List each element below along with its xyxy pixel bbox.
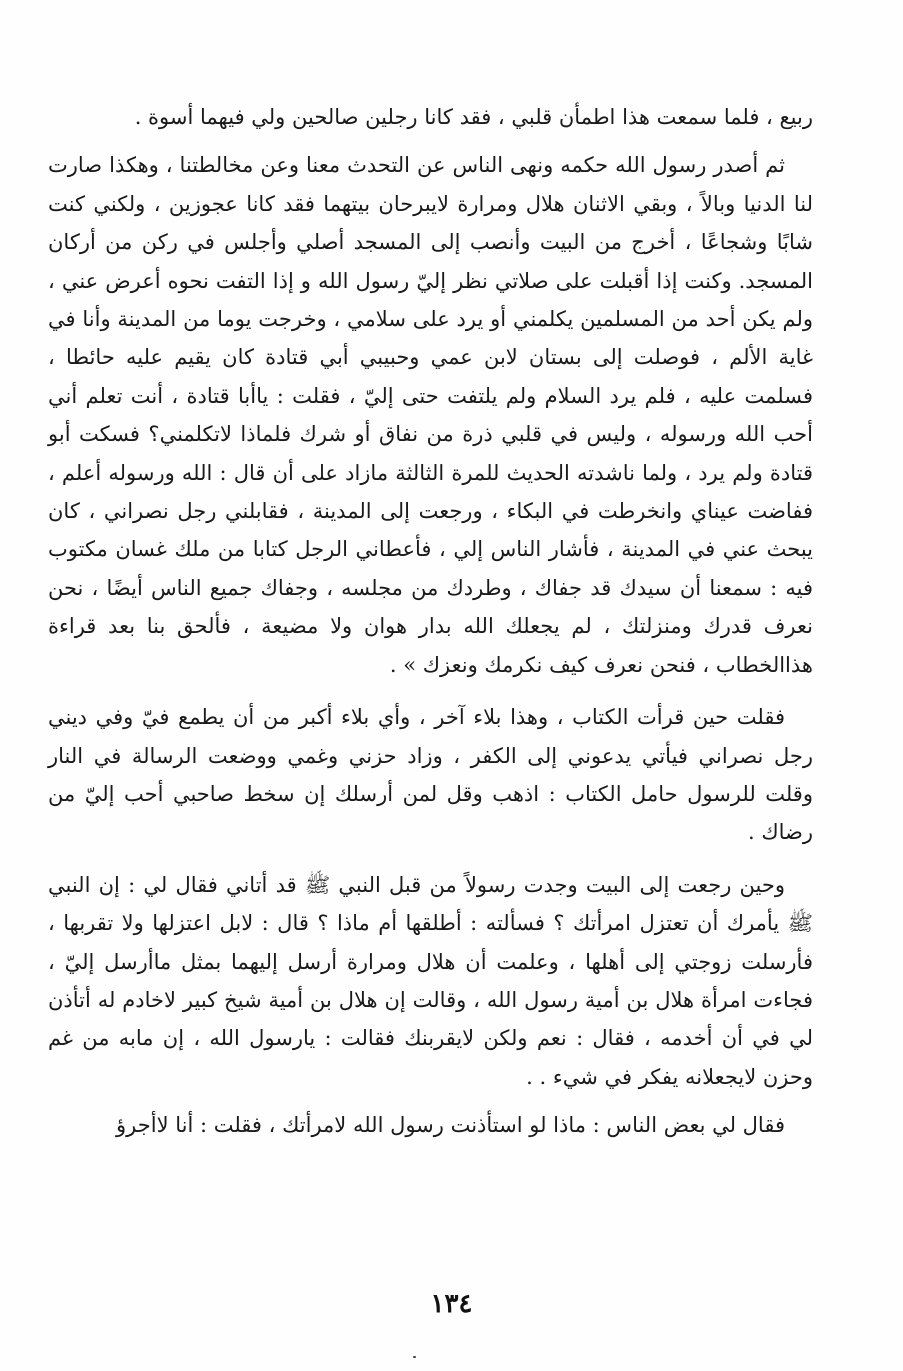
page-number: ١٣٤ xyxy=(430,1289,473,1319)
paragraph-3: فقلت حين قرأت الكتاب ، وهذا بلاء آخر ، وأي بلاء أكبر من أن يطمع فيّ وفي ديني رجل نصراني فيأتي يدعوني إلى الكفر ، وزاد حزني وغمي ووضعت الرسالة في النار وقلت للرسول حامل الكتاب : اذهب وقل لمن أرسلك إن سخط صاحبي أحب إليّ من رضاك . xyxy=(48,705,813,845)
body-text xyxy=(48,98,813,1145)
paragraph-1: ربيع ، فلما سمعت هذا اطمأن قلبي ، فقد كانا رجلين صالحين ولي فيهما أسوة . xyxy=(134,105,813,129)
paragraph-2: ثم أصدر رسول الله حكمه ونهى الناس عن التحدث معنا وعن مخالطتنا ، وهكذا صارت لنا الدنيا وبالاً ، وبقي الاثنان هلال ومرارة لايبرحان بيتهما فقد كانا عجوزين ، ولكني كنت شابًا وشجاعًا ، أخرج من البيت وأنصب إلى المسجد أصلي وأجلس في ركن من أركان المسجد. وكنت إذا أقبلت على صلاتي نظر إليّ رسول الله و إذا التفت نحوه أعرض عني ، ولم يكن أحد من المسلمين يكلمني أو يرد على سلامي ، وخرجت يوما من المدينة وأنا في غاية الألم ، فوصلت إلى بستان لابن عمي وحبيبي أبي قتادة كان يقيم عليه حائطا ، فسلمت عليه ، فلم يرد السلام ولم يلتفت حتى إليّ ، فقلت : ياأبا قتادة ، أنت تعلم أني أحب الله ورسوله ، وليس في قلبي ذرة من نفاق أو شرك فلماذا لاتكلمني؟ فسكت أبو قتادة ولم يرد ، ولما ناشدته الحديث للمرة الثالثة مازاد على أن قال : الله ورسوله أعلم ، ففاضت عيناي وانخرطت في البكاء ، ورجعت إلى المدينة ، فقابلني رجل نصراني ، كان يبحث عني في المدينة ، فأشار الناس إلي ، فأعطاني الرجل كتابا من ملك غسان مكتوب فيه : سمعنا أن سيدك قد جفاك ، وطردك من مجلسه ، وجفاك جميع الناس أيضًا ، نحن نعرف قدرك ومنزلتك ، لم يجعلك الله بدار هوان ولا مضيعة ، فألحق بنا بعد قراءة هذاالخطاب ، فنحن نعرف كيف نكرمك ونعزك » . xyxy=(48,153,813,677)
paragraph-4: وحين رجعت إلى البيت وجدت رسولاً من قبل النبي ﷺ قد أتاني فقال لي : إن النبي ﷺ يأمرك أن تعتزل امرأتك ؟ فسألته : أطلقها أم ماذا ؟ قال : لابل اعتزلها ولا تقربها ، فأرسلت زوجتي إلى أهلها ، وعلمت أن هلال ومرارة أرسل إليهما بمثل ماأرسل إليّ ، فجاءت امرأة هلال بن أمية رسول الله ، وقالت إن هلال بن أمية شيخ كبير لاخادم له أتأذن لي في أن أخدمه ، فقال : نعم ولكن لايقربنك فقالت : يارسول الله ، إن مابه من غم وحزن لايجعلانه يفكر في شيء . . xyxy=(48,872,813,1089)
scan-speck xyxy=(413,1356,416,1358)
paragraph-5: فقال لي بعض الناس : ماذا لو استأذنت رسول الله لامرأتك ، فقلت : أنا لاأجرؤ xyxy=(116,1113,785,1138)
